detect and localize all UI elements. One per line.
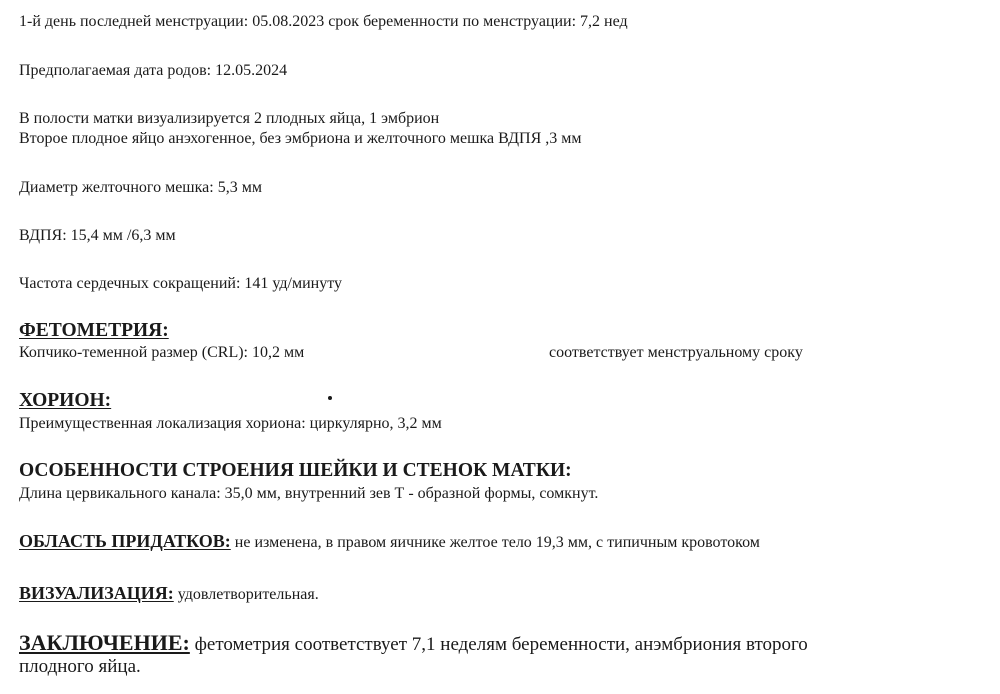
adnexa-line bbox=[19, 531, 760, 553]
stray-dot-mark bbox=[328, 396, 332, 400]
chorion-heading: ХОРИОН: bbox=[19, 390, 112, 411]
lmp-line: 1-й день последней менструации: 05.08.2023 срок беременности по менструации: 7,2 нед bbox=[19, 13, 628, 30]
visualization-text: удовлетворительная. bbox=[173, 586, 319, 603]
due-date-line: Предполагаемая дата родов: 12.05.2024 bbox=[19, 62, 288, 79]
adnexa-heading: ОБЛАСТЬ ПРИДАТКОВ: bbox=[19, 531, 231, 551]
visualization-line bbox=[19, 583, 319, 605]
vdpya-line: ВДПЯ: 15,4 мм /6,3 мм bbox=[19, 227, 176, 244]
conclusion-text-line2: плодного яйца. bbox=[19, 656, 141, 677]
heart-rate-line: Частота сердечных сокращений: 141 уд/минуту bbox=[19, 275, 342, 292]
conclusion-text-line1: фетометрия соответствует 7,1 неделям беременности, анэмбриония второго bbox=[189, 634, 808, 655]
adnexa-text: не изменена, в правом яичнике желтое тело 19,3 мм, с типичным кровотоком bbox=[230, 534, 760, 551]
conclusion-heading: ЗАКЛЮЧЕНИЕ: bbox=[19, 630, 190, 655]
chorion-text: Преимущественная локализация хориона: циркулярно, 3,2 мм bbox=[19, 415, 442, 432]
fetometry-heading: ФЕТОМЕТРИЯ: bbox=[19, 320, 169, 341]
yolk-sac-line: Диаметр желточного мешка: 5,3 мм bbox=[19, 179, 262, 196]
crl-assessment: соответствует менструальному сроку bbox=[549, 344, 803, 361]
visualization-heading: ВИЗУАЛИЗАЦИЯ: bbox=[19, 583, 174, 603]
second-sac-line: Второе плодное яйцо анэхогенное, без эмбриона и желточного мешка ВДПЯ ,3 мм bbox=[19, 130, 582, 147]
conclusion-line bbox=[19, 630, 808, 655]
cervix-text: Длина цервикального канала: 35,0 мм, внутренний зев Т - образной формы, сомкнут. bbox=[19, 485, 599, 502]
gestational-sacs-line: В полости матки визуализируется 2 плодных яйца, 1 эмбрион bbox=[19, 110, 440, 127]
cervix-heading: ОСОБЕННОСТИ СТРОЕНИЯ ШЕЙКИ И СТЕНОК МАТКИ: bbox=[19, 460, 572, 481]
crl-line: Копчико-теменной размер (CRL): 10,2 мм bbox=[19, 344, 305, 361]
